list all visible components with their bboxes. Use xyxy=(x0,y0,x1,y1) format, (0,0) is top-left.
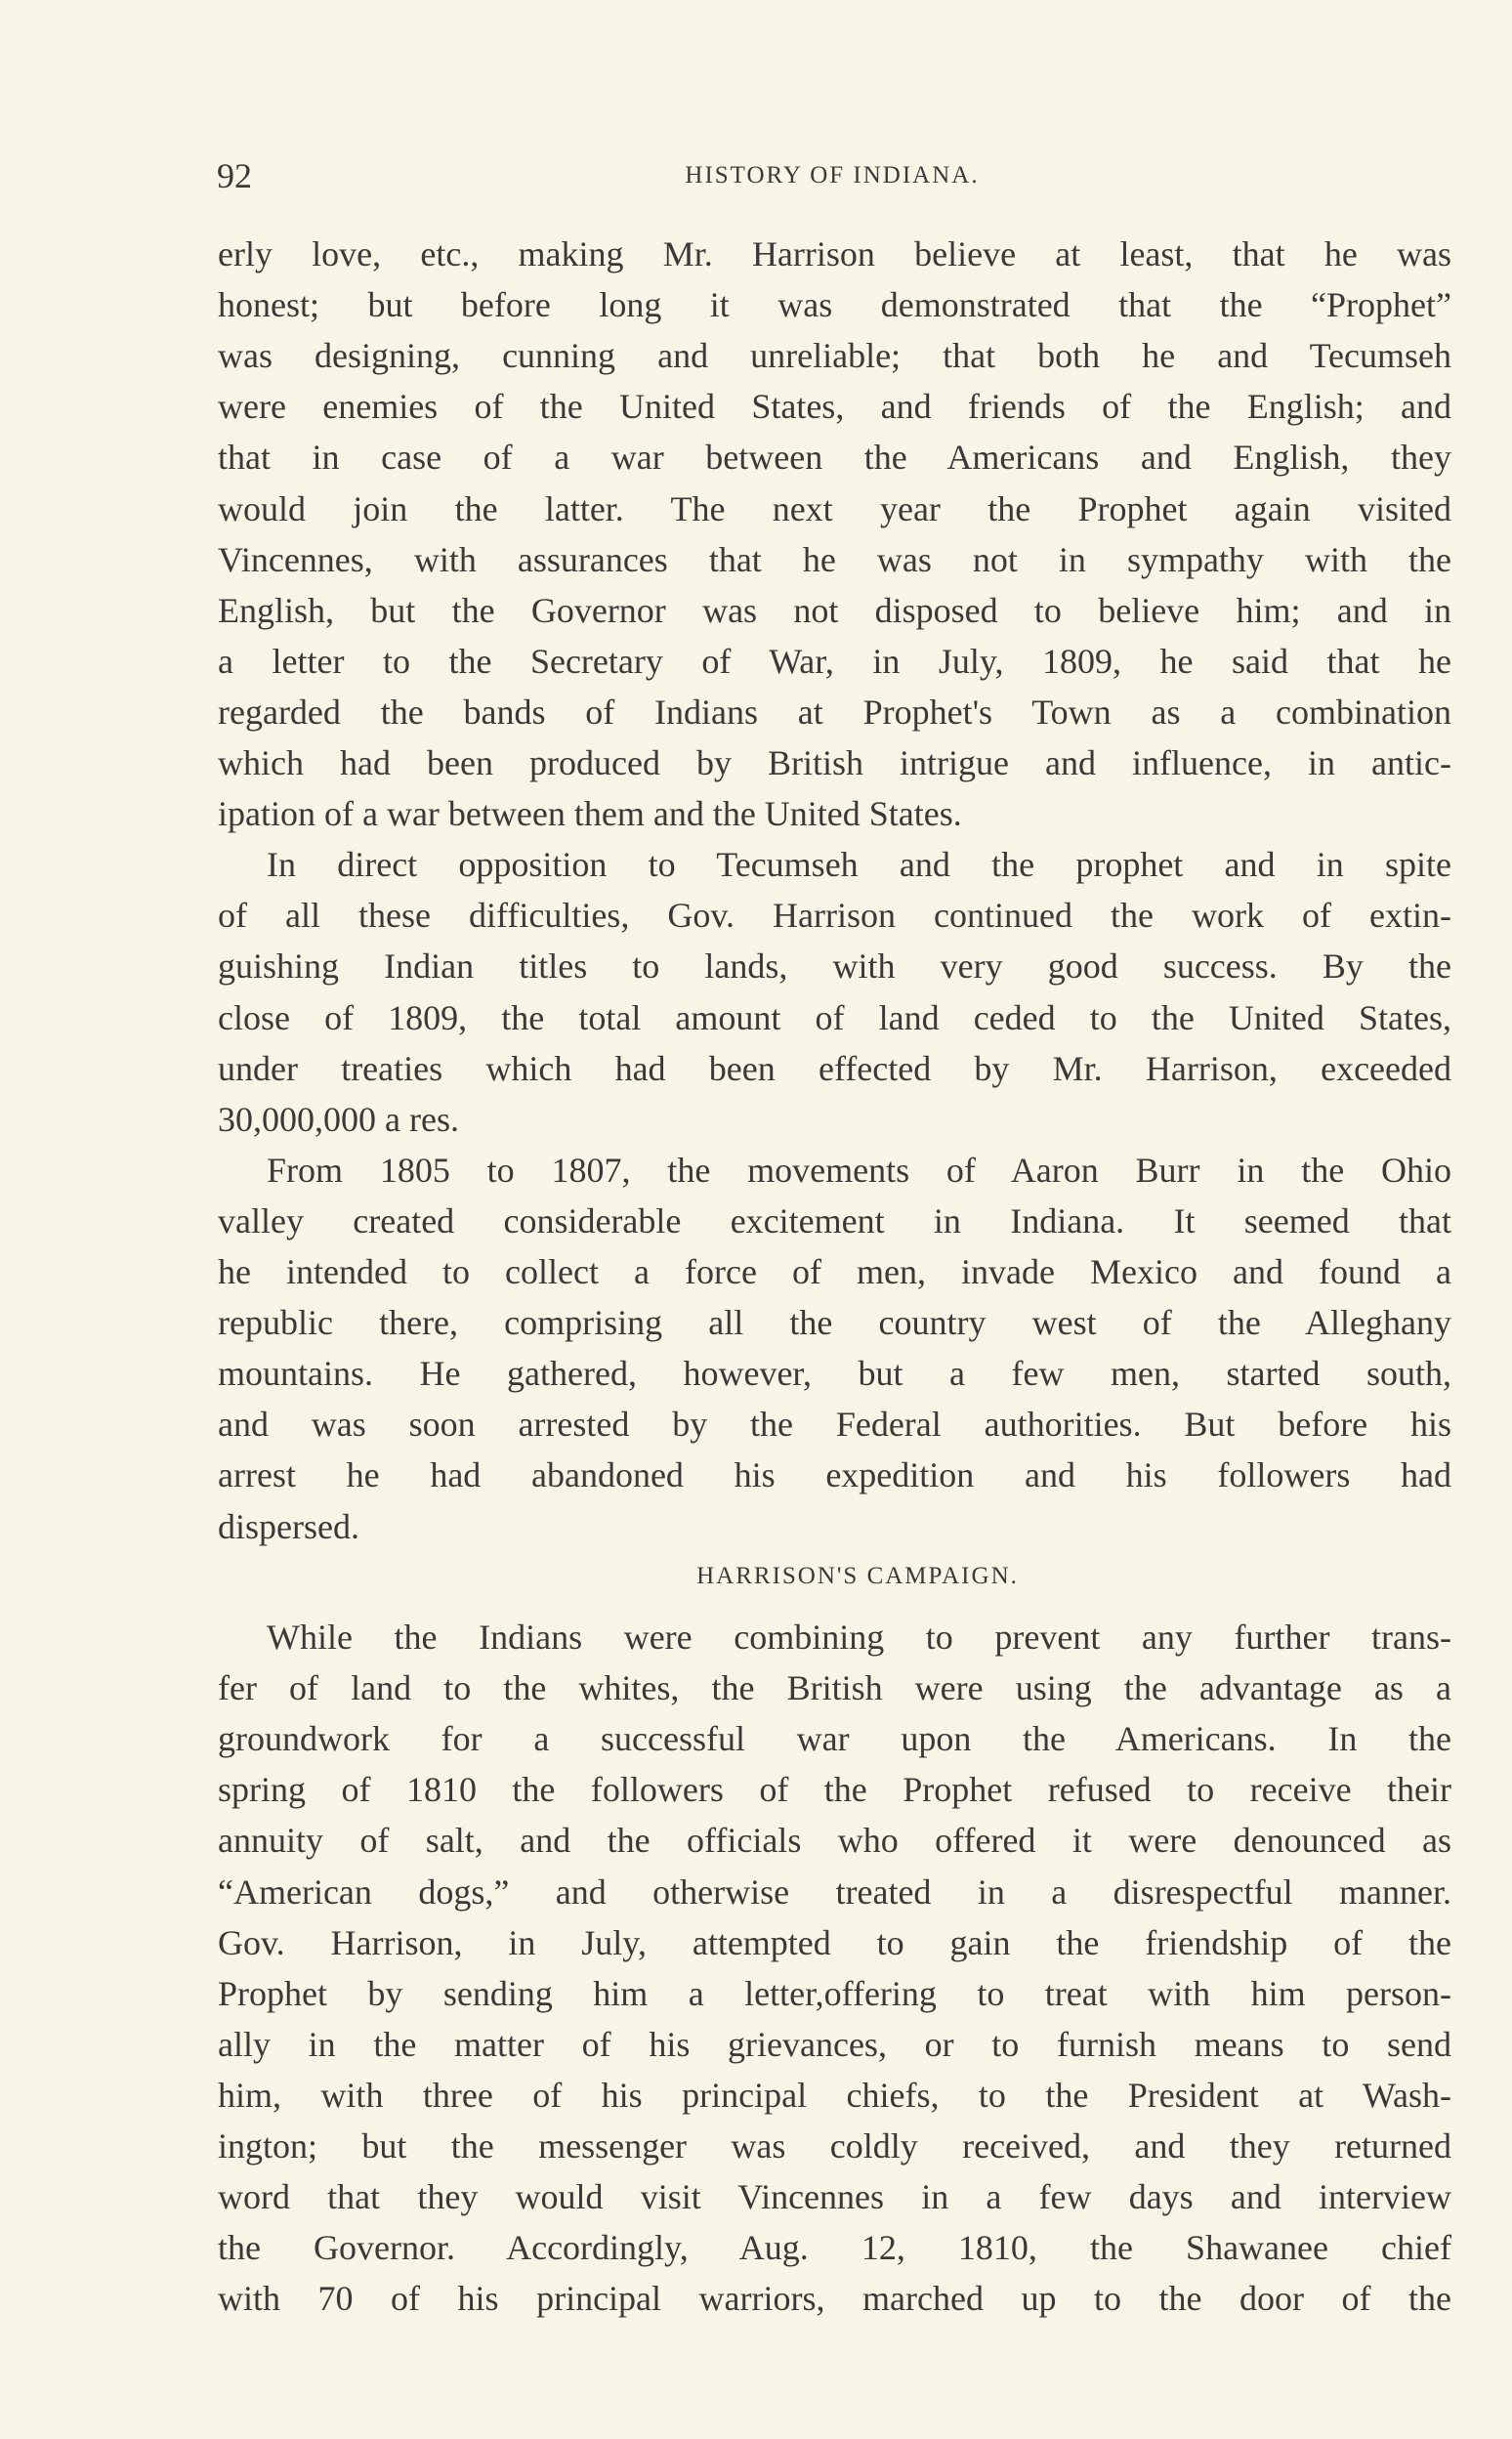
text-line: valley created considerable excitement in Indiana. It seemed that xyxy=(218,1200,1451,1241)
text-line: republic there, comprising all the country west of the Alleghany xyxy=(218,1303,1451,1343)
text-line: In direct opposition to Tecumseh and the prophet and in spite xyxy=(267,845,1451,885)
text-line: regarded the bands of Indians at Prophet's Town as a combination xyxy=(218,692,1451,732)
text-line: he intended to collect a force of men, invade Mexico and found a xyxy=(218,1252,1451,1291)
text-line: Prophet by sending him a letter,offering to treat with him person- xyxy=(218,1973,1451,2013)
text-line: arrest he had abandoned his expedition and his followers had xyxy=(218,1455,1451,1495)
text-line: under treaties which had been effected by Mr. Harrison, exceeded xyxy=(218,1048,1451,1088)
text-line: dispersed. xyxy=(218,1506,359,1546)
section-heading: HARRISON'S CAMPAIGN. xyxy=(696,1563,1019,1589)
text-line: were enemies of the United States, and friends of the English; and xyxy=(218,387,1451,427)
text-line: ipation of a war between them and the United States. xyxy=(218,794,962,834)
text-line: English, but the Governor was not disposed to believe him; and in xyxy=(218,590,1451,630)
text-line: the Governor. Accordingly, Aug. 12, 1810, the Shawanee chief xyxy=(218,2228,1451,2268)
text-line: groundwork for a successful war upon the Americans. In the xyxy=(218,1719,1451,1759)
text-line: 30,000,000 a res. xyxy=(218,1099,459,1139)
text-line: would join the latter. The next year the Prophet again visited xyxy=(218,488,1451,528)
text-line: Gov. Harrison, in July, attempted to gain the friendship of the xyxy=(218,1922,1451,1962)
text-line: which had been produced by British intrigue and influence, in antic- xyxy=(218,743,1451,782)
text-line: and was soon arrested by the Federal authorities. But before his xyxy=(218,1405,1451,1445)
text-line: close of 1809, the total amount of land ceded to the United States, xyxy=(218,997,1451,1037)
text-line: “American dogs,” and otherwise treated in a disrespectful manner. xyxy=(218,1871,1451,1912)
text-line: fer of land to the whites, the British were using the advantage as a xyxy=(218,1668,1451,1708)
text-line: of all these difficulties, Gov. Harrison continued the work of extin- xyxy=(218,896,1451,936)
text-line: mountains. He gathered, however, but a few men, started south, xyxy=(218,1354,1451,1394)
text-line: with 70 of his principal warriors, marched up to the door of the xyxy=(218,2279,1451,2319)
text-line: word that they would visit Vincennes in a few days and interview xyxy=(218,2177,1451,2217)
text-line: annuity of salt, and the officials who offered it were denounced as xyxy=(218,1821,1451,1861)
text-line: While the Indians were combining to prevent any further trans- xyxy=(267,1618,1451,1657)
text-line: that in case of a war between the Americans and English, they xyxy=(218,438,1451,478)
text-line: From 1805 to 1807, the movements of Aaron Burr in the Ohio xyxy=(267,1150,1451,1190)
running-title: HISTORY OF INDIANA. xyxy=(685,162,980,189)
text-line: spring of 1810 the followers of the Prophet refused to receive their xyxy=(218,1770,1451,1810)
text-line: erly love, etc., making Mr. Harrison believe at least, that he was xyxy=(218,234,1451,273)
text-line: honest; but before long it was demonstrated that the “Prophet” xyxy=(218,285,1451,325)
text-line: was designing, cunning and unreliable; that both he and Tecumseh xyxy=(218,336,1451,376)
text-line: ington; but the messenger was coldly received, and they returned xyxy=(218,2126,1451,2166)
text-line: ally in the matter of his grievances, or to furnish means to send xyxy=(218,2024,1451,2064)
text-line: Vincennes, with assurances that he was not in sympathy with the xyxy=(218,539,1451,579)
text-line: a letter to the Secretary of War, in July, 1809, he said that he xyxy=(218,641,1451,681)
page-number: 92 xyxy=(217,156,252,195)
text-line: him, with three of his principal chiefs, to the President at Wash- xyxy=(218,2075,1451,2115)
text-line: guishing Indian titles to lands, with very good success. By the xyxy=(218,946,1451,987)
